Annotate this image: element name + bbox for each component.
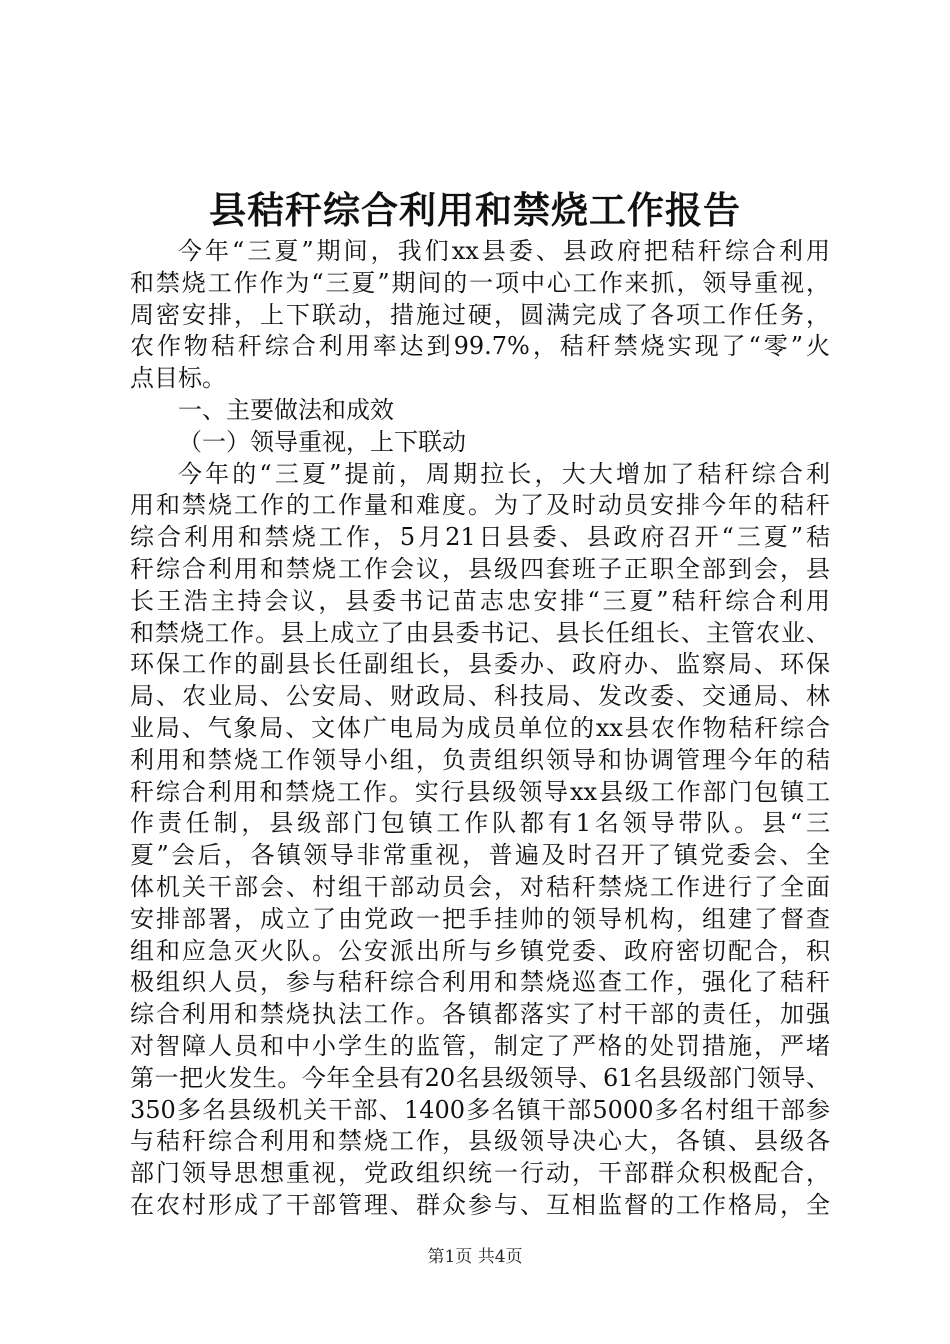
- text-line: 与秸秆综合利用和禁烧工作，县级领导决心大，各镇、县级各: [130, 1127, 830, 1156]
- text-line: 环保工作的副县长任副组长，县委办、政府办、监察局、环保: [130, 650, 830, 679]
- text-line: 秆综合利用和禁烧工作。实行县级领导xx县级工作部门包镇工: [130, 777, 830, 806]
- text-line: 秆综合利用和禁烧工作会议，县级四套班子正职全部到会，县: [130, 554, 830, 583]
- document-body: [130, 236, 830, 1222]
- paragraph-intro: [130, 236, 830, 395]
- text-line: 作责任制，县级部门包镇工作队都有1名领导带队。县“三: [130, 809, 830, 838]
- text-line: 综合利用和禁烧工作，5月21日县委、县政府召开“三夏”秸: [130, 523, 830, 552]
- text-line: 今年“三夏”期间，我们xx县委、县政府把秸秆综合利用: [178, 237, 830, 265]
- text-line: 用和禁烧工作的工作量和难度。为了及时动员安排今年的秸秆: [130, 491, 830, 520]
- text-line: 农作物秸秆综合利用率达到99.7%，秸秆禁烧实现了“零”火: [130, 332, 830, 361]
- text-line: 今年的“三夏”提前，周期拉长，大大增加了秸秆综合利: [178, 459, 830, 488]
- text-line: 周密安排，上下联动，措施过硬，圆满完成了各项工作任务，: [130, 300, 830, 329]
- text-line: 极组织人员，参与秸秆综合利用和禁烧巡查工作，强化了秸秆: [130, 968, 830, 997]
- text-line: 长王浩主持会议，县委书记苗志忠安排“三夏”秸秆综合利用: [130, 586, 830, 615]
- page-number-footer: 第1页 共4页: [427, 1247, 523, 1267]
- text-line: 利用和禁烧工作领导小组，负责组织领导和协调管理今年的秸: [130, 745, 830, 774]
- document-title: 县秸秆综合利用和禁烧工作报告: [209, 188, 741, 232]
- text-line: 综合利用和禁烧执法工作。各镇都落实了村干部的责任，加强: [130, 1000, 830, 1029]
- text-line: 夏”会后，各镇领导非常重视，普遍及时召开了镇党委会、全: [130, 841, 830, 870]
- text-line: 局、农业局、公安局、财政局、科技局、发改委、交通局、林: [130, 682, 830, 711]
- text-line: 350多名县级机关干部、1400多名镇干部5000多名村组干部参: [130, 1095, 830, 1124]
- text-line: 和禁烧工作。县上成立了由县委书记、县长任组长、主管农业、: [130, 618, 830, 647]
- paragraph-leadership: [130, 459, 830, 1222]
- text-line: 安排部署，成立了由党政一把手挂帅的领导机构，组建了督查: [130, 904, 830, 933]
- text-line: 业局、气象局、文体广电局为成员单位的xx县农作物秸秆综合: [130, 713, 830, 742]
- text-line: 体机关干部会、村组干部动员会，对秸秆禁烧工作进行了全面: [130, 872, 830, 901]
- text-line: 第一把火发生。今年全县有20名县级领导、61名县级部门领导、: [130, 1063, 830, 1092]
- text-line: 点目标。: [130, 364, 226, 393]
- section-heading: 一、主要做法和成效: [178, 395, 394, 424]
- subsection-heading: （一）领导重视，上下联动: [178, 427, 466, 456]
- text-line: 在农村形成了干部管理、群众参与、互相监督的工作格局，全: [130, 1190, 830, 1219]
- text-line: 组和应急灭火队。公安派出所与乡镇党委、政府密切配合，积: [130, 936, 830, 965]
- text-line: 和禁烧工作作为“三夏”期间的一项中心工作来抓，领导重视，: [130, 268, 830, 297]
- text-line: 部门领导思想重视，党政组织统一行动，干部群众积极配合，: [130, 1159, 830, 1188]
- text-line: 对智障人员和中小学生的监管，制定了严格的处罚措施，严堵: [130, 1031, 830, 1060]
